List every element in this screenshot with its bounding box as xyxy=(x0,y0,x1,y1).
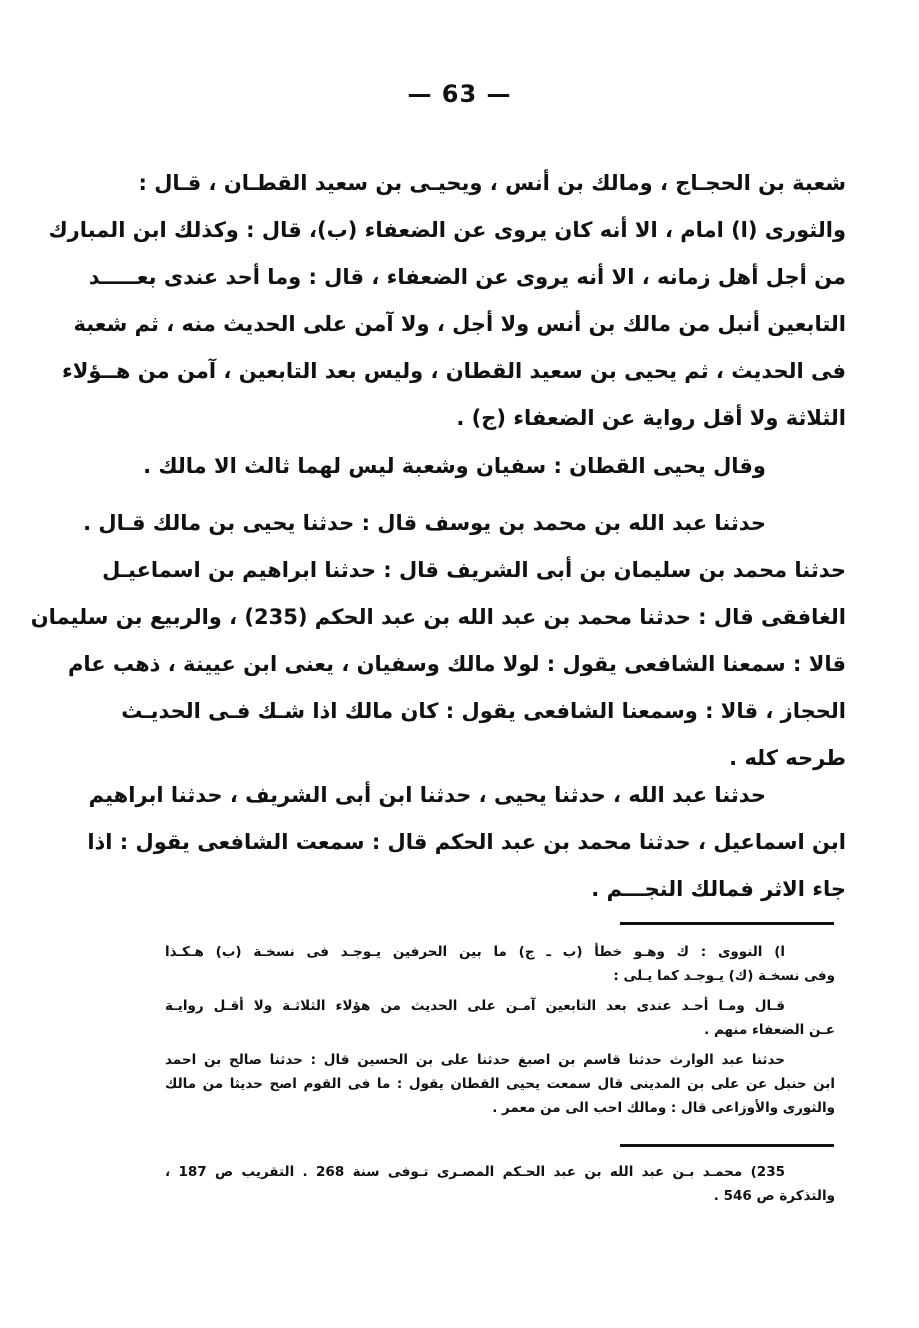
paragraph-3 xyxy=(30,500,846,782)
text-line: حدثنا عبد الله ، حدثنا يحيى ، حدثنا ابن أبى الشريف ، حدثنا ابراهيم xyxy=(88,783,766,807)
text-line: فى الحديث ، ثم يحيى بن سعيد القطان ، وليس بعد التابعين ، آمن من هــؤلاء xyxy=(62,359,846,383)
text-line: حدثنا محمد بن سليمان بن أبى الشريف قال : حدثنا ابراهيم بن اسماعيـل xyxy=(102,558,846,582)
text-line: التابعين أنبل من مالك بن أنس ولا أجل ، ولا آمن على الحديث منه ، ثم شعبة xyxy=(73,312,846,336)
text-line: الغافقى قال : حدثنا محمد بن عبد الله بن عبد الحكم (235) ، والربيع بن سليمان xyxy=(30,605,846,629)
page-number: — 63 — xyxy=(407,80,512,108)
text-line: شعبة بن الحجـاج ، ومالك بن أنس ، ويحيـى بن سعيد القطـان ، قـال : xyxy=(138,171,846,195)
footnote-line: وفى نسخـة (ك) يـوجـد كما يـلى : xyxy=(613,968,835,984)
text-line: من أجل أهل زمانه ، الا أنه يروى عن الضعفاء ، قال : وما أحد عندى بعـــــد xyxy=(88,265,846,289)
paragraph-1 xyxy=(48,160,846,442)
text-line: حدثنا عبد الله بن محمد بن يوسف قال : حدثنا يحيى بن مالك قـال . xyxy=(83,511,766,535)
text-line: وقال يحيى القطان : سفيان وشعبة ليس لهما ثالث الا مالك . xyxy=(143,454,766,478)
text-line: والثورى (ا) امام ، الا أنه كان يروى عن الضعفاء (ب)، قال : وكذلك ابن المبارك xyxy=(48,218,846,242)
paragraph-2 xyxy=(143,443,846,490)
footnote-line: قـال ومـا أحـد عندى بعد التابعين آمـن على الحديث من هؤلاء الثلاثـة ولا أقـل روايـة xyxy=(165,998,785,1014)
text-line: الحجاز ، قالا : وسمعنا الشافعى يقول : كان مالك اذا شـك فـى الحديـث xyxy=(121,699,846,723)
text-line: قالا : سمعنا الشافعى يقول : لولا مالك وسفيان ، يعنى ابن عيينة ، ذهب عام xyxy=(67,652,846,676)
footnote-line: حدثنا عبد الوارث حدثنا قاسم بن اصبغ حدثنا على بن الحسين قال : حدثنا صالح بن احمد xyxy=(165,1052,785,1068)
reference-note xyxy=(165,1160,835,1208)
paragraph-4 xyxy=(87,772,846,913)
footnotes xyxy=(165,940,835,1120)
footnote-line: عـن الضعفاء منهم . xyxy=(704,1022,835,1038)
footnote-line: ا) النووى : ك وهـو خطأ (ب ـ ج) ما بين الحرفين يـوجـد فى نسخـة (ب) هـكـذا xyxy=(165,944,785,960)
reference-separator xyxy=(620,1144,834,1147)
text-line: طرحه كله . xyxy=(729,746,846,770)
footnote-line: والثورى والأوزاعى قال : ومالك احب الى من معمر . xyxy=(492,1100,835,1116)
reference-line: والتذكرة ص 546 . xyxy=(713,1188,835,1204)
text-line: جاء الاثر فمالك النجـــم . xyxy=(591,877,846,901)
footnote-separator xyxy=(620,922,834,925)
footnote-line: ابن حنبل عن على بن المدينى قال سمعت يحيى القطان يقول : ما فى القوم اصح حديثا من مالك xyxy=(165,1076,835,1092)
text-line: ابن اسماعيل ، حدثنا محمد بن عبد الحكم قال : سمعت الشافعى يقول : اذا xyxy=(87,830,846,854)
text-line: الثلاثة ولا أقل رواية عن الضعفاء (ج) . xyxy=(456,406,846,430)
reference-line: 235) محمـد بـن عبد الله بن عبد الحـكم المصـرى تـوفى سنة 268 . التقريب ص 187 ، xyxy=(165,1164,785,1180)
